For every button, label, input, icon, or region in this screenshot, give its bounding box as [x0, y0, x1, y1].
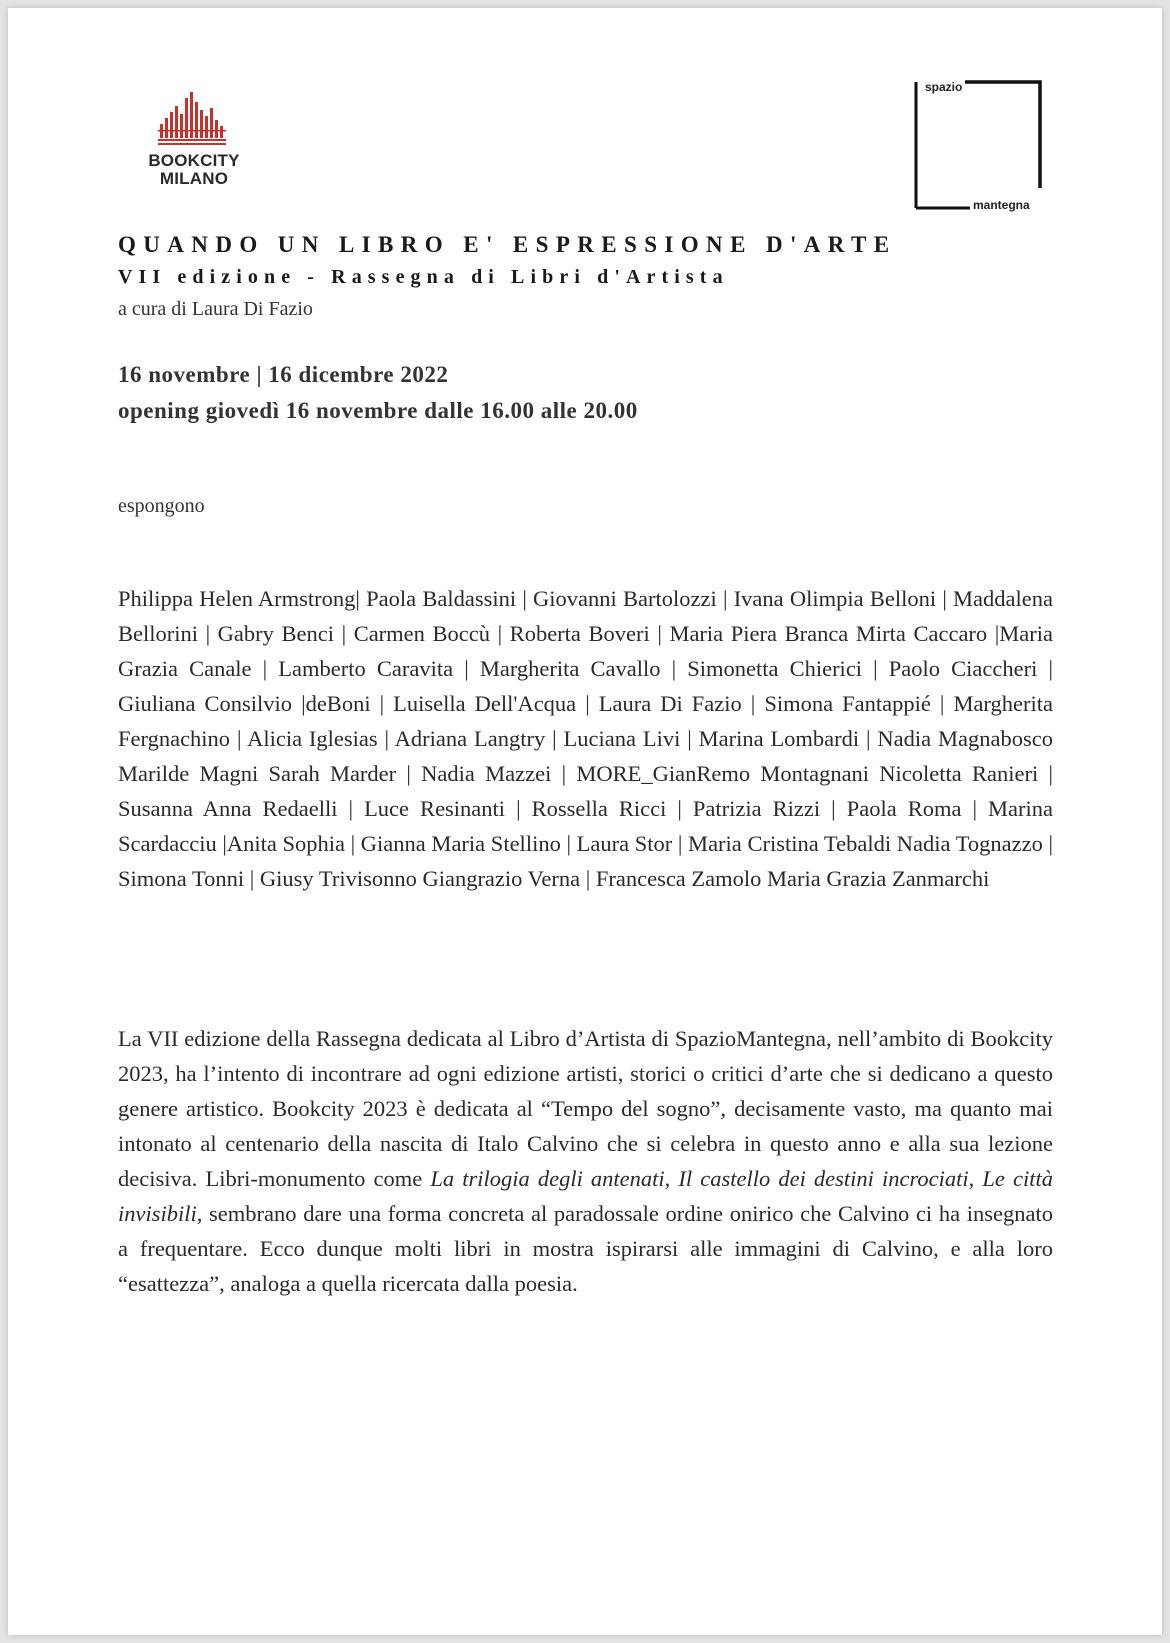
- spazio-logo-word: spazio: [922, 80, 965, 94]
- bookcity-skyline-icon: [158, 90, 228, 146]
- description-text-1: La VII edizione della Rassegna dedicata al Libro d’Artista di SpazioMantegna, nell’ambito di Bookcity 2023, ha l’intento di incontrare ad ogni edizione artisti, storici o critici d’arte che si dedicano a questo genere artistico. Bookcity 2023 è dedicata al “Tempo del sogno”, decisamente vasto, ma quanto mai intonato al centenario della nascita di Italo Calvino che si celebra in questo anno e alla sua lezione decisiva. Libri-monumento come: [118, 1026, 1053, 1191]
- description-paragraph: [118, 1021, 1053, 1301]
- description-text-2: sembrano dare una forma concreta al paradossale ordine onirico che Calvino ci ha insegnato a frequentare. Ecco dunque molti libri in mostra ispirarsi alle immagini di Calvino, e alla loro “esattezza”, analoga a quella ricercata dalla poesia.: [118, 1201, 1053, 1296]
- mantegna-logo-word: mantegna: [970, 198, 1033, 212]
- curator-line: a cura di Laura Di Fazio: [118, 298, 313, 320]
- bookcity-logo-line1: BOOKCITY: [148, 151, 240, 170]
- exhibition-subtitle: VII edizione - Rassegna di Libri d'Artista: [118, 266, 729, 288]
- bookcity-logo-text: [141, 152, 247, 188]
- exhibition-title: QUANDO UN LIBRO E' ESPRESSIONE D'ARTE: [118, 232, 897, 257]
- exhibitors-label: espongono: [118, 495, 205, 517]
- opening-time: opening giovedì 16 novembre dalle 16.00 alle 20.00: [118, 398, 638, 423]
- artists-list: Philippa Helen Armstrong| Paola Baldassini | Giovanni Bartolozzi | Ivana Olimpia Belloni | Maddalena Bellorini | Gabry Benci | Carmen Boccù | Roberta Boveri | Maria Piera Branca Mirta Caccaro |Maria Grazia Canale | Lamberto Caravita | Margherita Cavallo | Simonetta Chierici | Paolo Ciaccheri | Giuliana Consilvio |deBoni | Luisella Dell'Acqua | Laura Di Fazio | Simona Fantappié | Margherita Fergnachino | Alicia Iglesias | Adriana Langtry | Luciana Livi | Marina Lombardi | Nadia Magnabosco Marilde Magni Sarah Marder | Nadia Mazzei | MORE_GianRemo Montagnani Nicoletta Ranieri | Susanna Anna Redaelli | Luce Resinanti | Rossella Ricci | Patrizia Rizzi | Paola Roma | Marina Scardacciu |Anita Sophia | Gianna Maria Stellino | Laura Stor | Maria Cristina Tebaldi Nadia Tognazzo | Simona Tonni | Giusy Trivisonno Giangrazio Verna | Francesca Zamolo Maria Grazia Zanmarchi: [118, 586, 1053, 891]
- date-range: 16 novembre | 16 dicembre 2022: [118, 362, 449, 387]
- document-page: [8, 8, 1162, 1635]
- exhibition-schedule: [118, 357, 638, 429]
- bookcity-logo-line2: MILANO: [159, 169, 229, 188]
- spazio-mantegna-logo: [914, 70, 1054, 220]
- bookcity-milano-logo: [141, 90, 251, 190]
- calvino-book-titles: La trilogia degli antenati, Il castello dei destini incrociati, Le città invisibili,: [118, 1166, 1053, 1226]
